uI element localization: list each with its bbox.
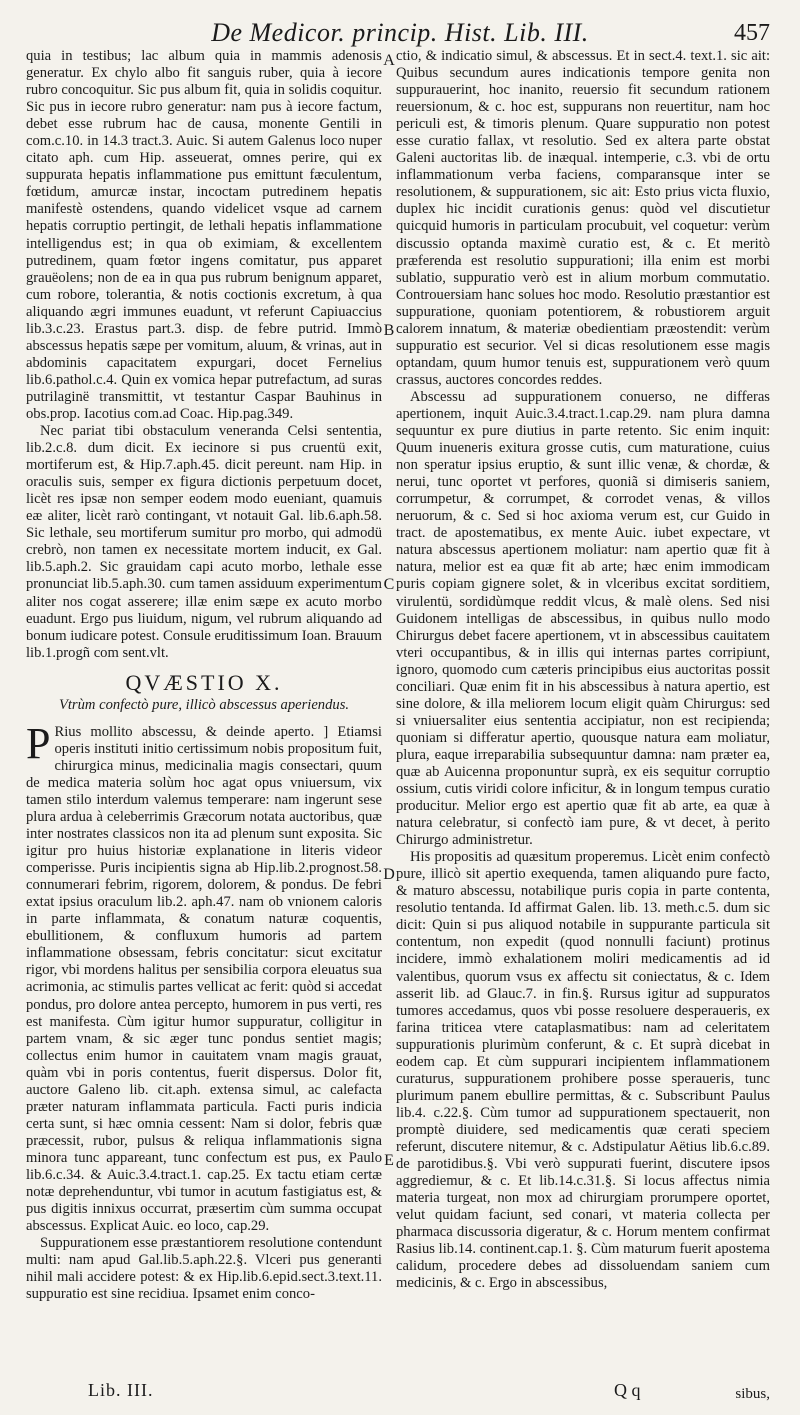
- left-paragraph-4: Suppurationem esse præstantiorem resolutione contendunt multi: nam apud Gal.lib.5.aph.22.§. Vlceri pus generanti nihil mali accidere potest: & ex Hip.lib.6.epid.sect.3.text.11. suppuratio est sine recidiua. Ipsamet enim conco-: [26, 1235, 382, 1303]
- page-footer: [0, 1380, 800, 1410]
- right-paragraph-1: ctio, & indicatio simul, & abscessus. Et in sect.4. text.1. sic ait: Quibus secundum aures indicationis tempore genita non suppurauerint, hoc inanito, reuersio fit secundum rationem reuersionum, & c. hoc est, suppurans non reuertitur, nam hoc periculi est, & timoris plenum. Quare suppuratio non potest esse curatio fallax, vt resolutio. Sed ex altera parte obstat Galeni auctoritas lib. de inæqual. intemperie, c.3. vbi de ortu inflammationum verba faciens, comparansque inter se resolutionem, & suppurationem, sic ait: Esto prius victa fluxio, duplex hic incidit curationis genus: quòd vel discutietur quicquid humoris in particulam procubuit, vel coquetur: verùm discussio optanda maximè curatio est, & c. Et meritò præferenda est resolutio suppurationi; illa enim est morbi sublatio, suppuratio verò est in alium morbum commutatio. Controuersiam hanc solues hoc modo. Resolutio præstantior est suppuratione, quoniam potentiorem, & robustiorem arguit calorem innatum, & materiæ obedientiam præostendit: verùm suppuratio est securior. Vel si dicas resolutionem esse magis optandam, quum humor tenuis est, suppurationem verò quum crassus, auctores concordes reddes.: [396, 48, 770, 388]
- margin-letter-e: E: [384, 1152, 394, 1169]
- page-number: 457: [734, 20, 770, 46]
- left-column: [26, 48, 382, 1373]
- right-column: [396, 48, 770, 1373]
- left-paragraph-3-text: Rius mollito abscessu, & deinde aperto. ] Etiamsi operis instituti initio certissimum nobis propositum fuit, chirurgica minus, medicinalia magis consectari, quum de medica materia solùm hoc agat opus vniuersum, vix tamen stilo interdum valemus temperare: nam ingerunt sese plura ardua à celeberrimis Græcorum notata auctoribus, quæ inter nostrates classicos non ita ad plenum sunt exposita. Sic igitur pro huius historiæ explanatione in literis videor comperisse. Puris incipientis signa ab Hip.lib.2.prognost.58. connumerari febrim, rigorem, dolorem, & pondus. De febri extat ipsius oraculum lib.2. aph.47. nam ob vnionem caloris in parte inflammata, & conatum naturæ coquentis, ebullitionem, & confluxum humoris ad partem inflammatione obsessam, febris concitatur: sicut excitatur rigor, vbi mordens halitus per sensibilia corpora eleuatus sua acrimonia, ac stimulis partes vellicat ac ferit: quòd si accedat pondus, pro dolore antea percepto, humorem in pus verti, res est manifesta. Cùm igitur humor suppuratur, colligitur in partem vnam, & sic æger tunc pondus sentiet magis; collectus enim humor in cauitatem vnam magis grauat, quàm vbi in poris contentus, fuerit dispersus. Dolor fit, auctore Galeno lib. cit.aph. extensa simul, ac calefacta præter naturam inflammata particula. Facti puris indicia certa sunt, si hæc omnia cessent: Nam si dolor, febris quæ præcessit, rubor, pulsus & reliqua inflammationis signa minora tunc appareant, tunc confectum est pus, ex Paulo lib.6.c.34. & Auic.3.4.tract.1. cap.25. Ex tactu etiam certæ notæ deprehenduntur, vbi tumor in acutum fastigiatus est, & pus digitis innixus occurrat, præsertim cùm summa occupat abscessus. Explicat Auic. eo loco, cap.29.: [26, 723, 382, 1235]
- catchword: sibus,: [735, 1386, 770, 1402]
- left-paragraph-2: Nec pariat tibi obstaculum veneranda Celsi sententia, lib.2.c.8. dum dicit. Ex iecinore si pus cruentü exit, mortiferum est, & Hip.7.aph.45. dicit pereunt. nam Hip. in oraculis suis, semper ex figura dictionis perpetuum docet, licèt res ipsæ non semper eodem modo eueniant, quamuis eæ aliter, licèt rarò contingant, vt notauit Gal. lib.6.aph.58. Sic lethale, seu mortiferum sumitur pro morbo, qui admodü crebrò, non tamen ex necessitate mortem inducit, ex Gal. lib.5.aph.2. Sic grauidam capi acuto morbo, lethale esse pronunciat lib.5.aph.30. cum tamen assiduum experimentum aliter nos cogat asserere; illæ enim sæpe ex acuto morbo euadunt. Ergo pus liuidum, nigum, vel rubrum aliquando ad bonum iudicare potest. Consule eruditissimum Ioan. Brauum lib.1.progñ com sent.vlt.: [26, 423, 382, 661]
- signature-mark: Q q: [614, 1380, 641, 1400]
- margin-letter-b: B: [383, 322, 395, 339]
- margin-letter-a: A: [383, 52, 395, 69]
- margin-letter-d: D: [383, 866, 395, 883]
- question-title: QVÆSTIO X.: [125, 669, 283, 695]
- footer-book-label: Lib. III.: [88, 1380, 154, 1400]
- right-paragraph-2: Abscessu ad suppurationem conuerso, ne differas apertionem, inquit Auic.3.4.tract.1.cap.29. nam plura damna sequuntur ex pure diutius in parte retento. Sic enim inquit: Quum inueneris exitura grosse cutis, cum maturatione, cuius non speratur ipsius eruptio, & sunt illic venæ, & chordæ, & nerui, tunc oportet vt perfores, quoniã si dimiseris saniem, corrumpetur, & corrumpet, & corrodet venas, & villos neruorum, & c. Sed si hoc axioma verum est, cur Guido in tract. de apostematibus, ex mente Auic. iubet expectare, vt natura abscessus apertionem moliatur: nam apertio quæ fit à natura, melior est ea quæ fit ab arte; hæc enim immodicam puris copiam gignere solet, & in vlceribus excitat sorditiem, virulentü, sordidùmque reddit vlcus, & malè olens. Sed nisi Guidonem intelligas de abscessibus, in quibus nullo modo Chirurgus debet facere apertionem, vt in abscessibus cauitatem vteri occupantibus, & in illis qui internas partes corripiunt, ignoro, quomodo cum cæteris principibus eius auctoritas possit conciliari. Quæ enim fit in his abscessibus à natura apertio, est sine dolore, & illa meliorem locum eligit quàm Chirurgus: sed si vniuersaliter eius sententia accipiatur, non est recipienda; quoniam si differatur apertio, quousque natura eam moliatur, plura, eaque irreparabilia subsequuntur damna: nam præter ea, quæ ab Auicenna proponuntur suprà, ex eis sequitur corruptio ossium, cutis viridi colore inficitur, & in longum tempus curatio producitur. Melior ergo est apertio quæ fit ab arte, ea quæ à natura celebratur, si confectò iam pure, & vt decet, à perito Chirurgo administretur.: [396, 388, 770, 849]
- left-paragraph-1: quia in testibus; lac album quia in mammis adenosis generatur. Ex chylo albo fit sanguis ruber, quia à iecore rubro concoquitur. Sic pus album fit, quia in solidis coquitur. Sic pus in iecore rubro generatur: nam pus à iecore factum, debet esse rubrum hac de causa, monente Gentili in com.c.10. in 14.3 tract.3. Auic. Si autem Galenus loco nuper citato aph. cum Hip. asseuerat, omnes perire, qui ex suppurata hepatis inflammatione pus emittunt fæculentum, fœtidum, amurcæ instar, incoctam putredinem hepatis manifestè ostendens, quando videlicet vsque ad carnem hepatis corruptio pertingit, de lethali hepatis inflammatione intelligendus est; in qua ob eximiam, & excellentem putredinem, quam fœtor ingens comitatur, pus apparet grauëolens; non de ea in qua pus rubrum benignum apparet, cum robore, tolerantia, & notis coctionis excretum, à qua aliquando ægri immunes euadunt, vt referunt Capiuaccius lib.3.c.23. Erastus part.3. disp. de febre putrid. Immò abscessus hepatis sæpe per vomitum, aluum, & vrinas, aut in abdominis capacitatem expurgari, docet Fernelius lib.6.pathol.c.4. Quin ex vomica hepar putrefactum, ad suras putrilaginë transmittit, vt testantur Caspar Bauhinus in obs.prop. Iacotius com.ad Coac. Hip.pag.349.: [26, 48, 382, 422]
- drop-cap: P: [26, 718, 51, 768]
- question-subtitle: Vtrùm confectò pure, illicò abscessus aperiendus.: [58, 696, 350, 713]
- left-paragraph-3: [26, 718, 382, 1235]
- running-title: De Medicor. princip. Hist. Lib. III.: [211, 18, 589, 47]
- margin-letter-c: C: [383, 576, 395, 593]
- page-header: [0, 18, 800, 52]
- right-paragraph-3: His propositis ad quæsitum properemus. Licèt enim confectò pure, illicò sit apertio exequenda, tamen aliquando pure facto, & maturo abscessu, notabilique puris copia in parte contenta, resolutio tentanda. Id affirmat Galen. lib. 13. meth.c.5. dum sic dicit: Quin si pus aliquod notabile in suppurante particula sit contentum, non expedit (quod nonnulli faciunt) protinus incidere, immò exhalationem moliri medicamentis ad id valentibus, quorum vsus ex affectu sit coniectatus, & c. Idem asserit lib. ad Glauc.7. in fin.§. Rursus igitur ad suppuratos tumores accedamus, quos vbi posse resoluere desperaueris, ex farina triticea vtere cataplasmatibus: nam ad celeritatem suppurationis plurimùm conferunt, & c. Et suprà dicebat in eodem cap. Et cùm suppurari incipientem inflammationem curaturus, suppurationem prohibere posse speraueris, tunc plurimum panem ebullire permittas, & c. Subscribunt Paulus lib.4. c.22.§. Cùm tumor ad suppurationem spectauerit, non promptè diuidere, sed medicamentis quæ cerati speciem referunt, discutere nitemur, & c. Adstipulatur Aëtius lib.6.c.89. de parotidibus.§. Vbi verò suppurati fuerint, discutere ipsos aggrediemur, & c. Et lib.14.c.31.§. Si locus affectus nimia materia turgeat, non mox ad chirurgiam prorumpere oportet, velut quidam faciunt, sed conari, vt materia collecta per pharmaca discussoria digeratur, & c. Horum mentem confirmat Rasius lib.14. continent.cap.1. §. Cùm maturum fuerit apostema calidum, procedere debes ad dissoluendam saniem cum medicinis, & c. Ergo in abscessibus,: [396, 849, 770, 1292]
